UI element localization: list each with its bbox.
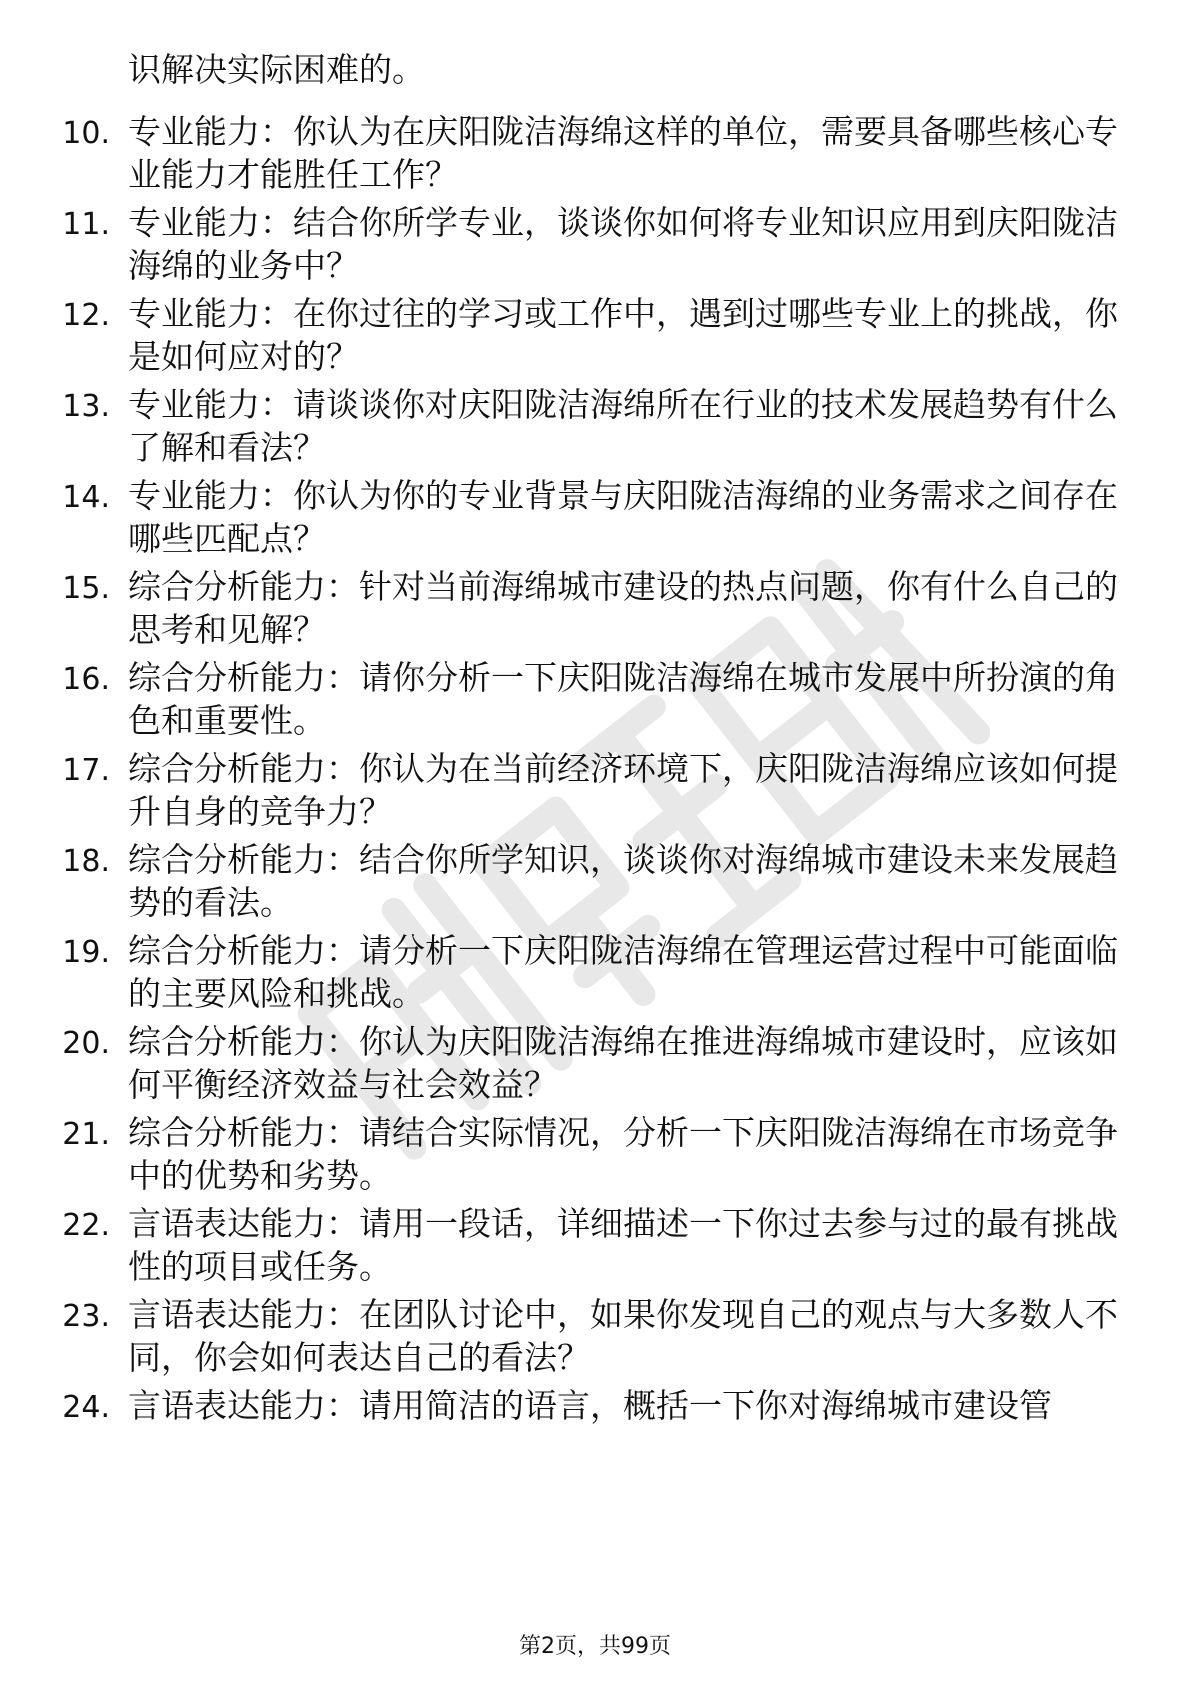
item-text: 综合分析能力：请你分析一下庆阳陇洁海绵在城市发展中所扮演的角色和重要性。 [128,658,1118,740]
item-number: 23. [62,1299,110,1334]
item-number: 21. [62,1117,110,1152]
item-text: 综合分析能力：结合你所学知识，谈谈你对海绵城市建设未来发展趋势的看法。 [128,840,1118,922]
item-number: 13. [62,389,110,424]
continuation-text: 识解决实际困难的。 [128,50,425,89]
item-text: 专业能力：结合你所学专业，谈谈你如何将专业知识应用到庆阳陇洁海绵的业务中？ [128,203,1118,285]
item-text: 综合分析能力：你认为在当前经济环境下，庆阳陇洁海绵应该如何提升自身的竞争力？ [128,749,1118,831]
page-footer: 第2页，共99页 [519,1634,671,1659]
item-number: 15. [62,571,110,606]
item-number: 24. [62,1390,110,1425]
item-text: 专业能力：请谈谈你对庆阳陇洁海绵所在行业的技术发展趋势有什么了解和看法？ [128,385,1118,467]
item-number: 20. [62,1026,110,1061]
item-text: 专业能力：在你过往的学习或工作中，遇到过哪些专业上的挑战，你是如何应对的？ [128,294,1118,376]
item-number: 10. [62,116,110,151]
item-number: 22. [62,1208,110,1243]
item-text: 言语表达能力：请用一段话，详细描述一下你过去参与过的最有挑战性的项目或任务。 [128,1204,1118,1286]
item-number: 19. [62,935,110,970]
item-text: 言语表达能力：请用简洁的语言，概括一下你对海绵城市建设管 [128,1386,1052,1425]
item-number: 14. [62,480,110,515]
item-number: 11. [62,207,110,242]
item-number: 12. [62,298,110,333]
item-text: 专业能力：你认为你的专业背景与庆阳陇洁海绵的业务需求之间存在哪些匹配点？ [128,476,1118,558]
item-text: 综合分析能力：请分析一下庆阳陇洁海绵在管理运营过程中可能面临的主要风险和挑战。 [128,931,1118,1013]
item-text: 专业能力：你认为在庆阳陇洁海绵这样的单位，需要具备哪些核心专业能力才能胜任工作？ [128,112,1118,194]
item-text: 言语表达能力：在团队讨论中，如果你发现自己的观点与大多数人不同，你会如何表达自己的看法？ [128,1295,1118,1377]
item-text: 综合分析能力：你认为庆阳陇洁海绵在推进海绵城市建设时，应该如何平衡经济效益与社会效益？ [128,1022,1118,1104]
item-text: 综合分析能力：请结合实际情况，分析一下庆阳陇洁海绵在市场竞争中的优势和劣势。 [128,1113,1118,1195]
item-text: 综合分析能力：针对当前海绵城市建设的热点问题，你有什么自己的思考和见解？ [128,567,1118,649]
item-number: 17. [62,753,110,788]
item-number: 16. [62,662,110,697]
item-number: 18. [62,844,110,879]
